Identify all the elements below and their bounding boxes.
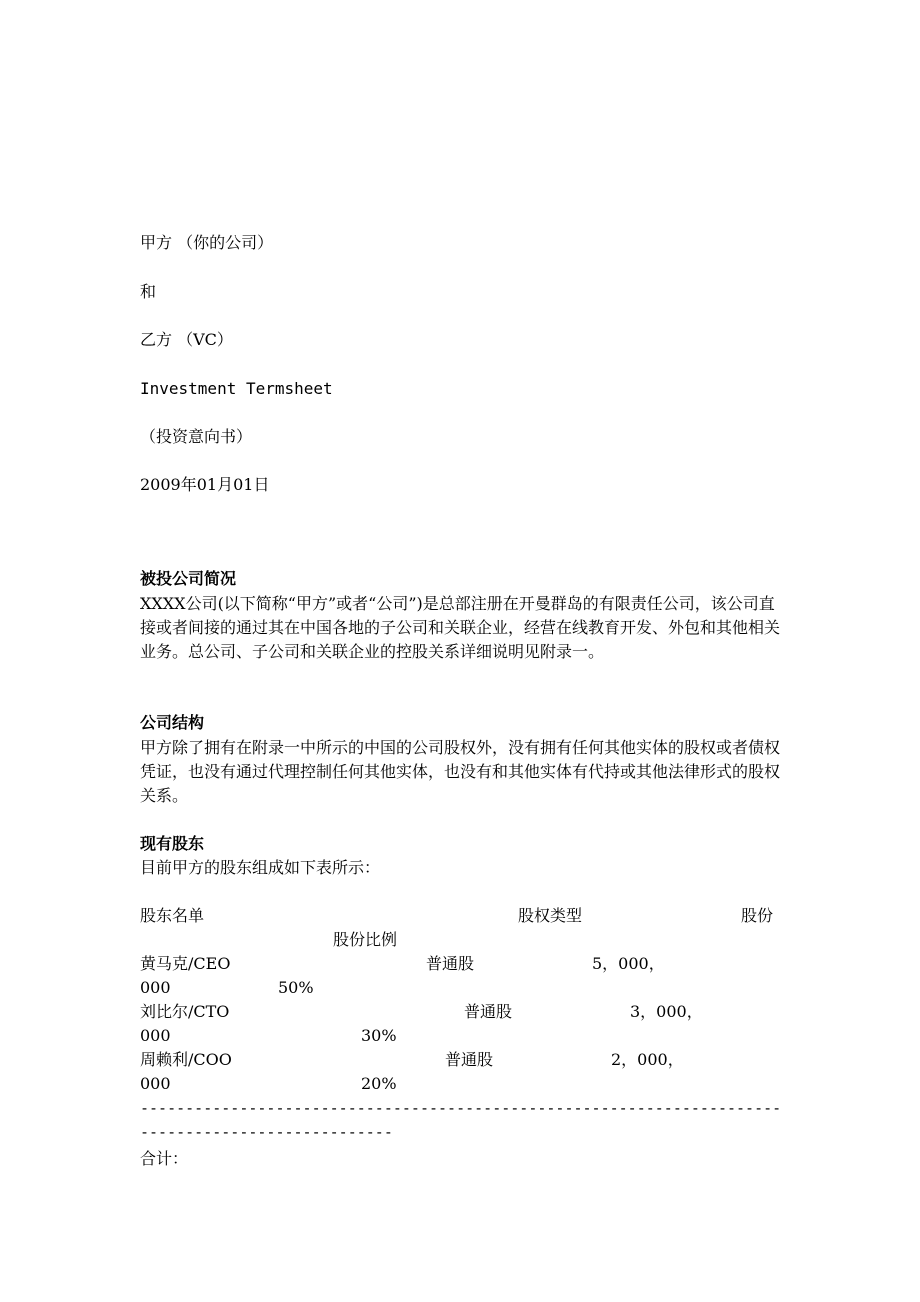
table-row-3-shares-b: 000 — [140, 1074, 171, 1093]
section-body-shareholders: 目前甲方的股东组成如下表所示： — [140, 858, 381, 877]
section-heading-company-overview: 被投公司简况 — [140, 569, 237, 588]
section-body-company-overview: XXXX公司(以下简称“甲方”或者“公司”)是总部注册在开曼群岛的有限责任公司，该公司直接或者间接的通过其在中国各地的子公司和关联企业，经营在线教育开发、外包和其他相关业务。总公司、子公司和关联企业的控股关系详细说明见附录一。 — [140, 594, 781, 661]
table-row-2-name: 刘比尔/CTO — [140, 1002, 230, 1021]
col-header-type: 股权类型 — [518, 906, 583, 925]
col-header-shares: 股份 — [741, 906, 774, 925]
table-row-2-type: 普通股 — [464, 1002, 513, 1021]
party-b: 乙方 （VC） — [140, 330, 233, 349]
table-divider-line-2: ---------------------------- — [140, 1123, 393, 1141]
title-cn: （投资意向书） — [140, 427, 253, 446]
col-header-name: 股东名单 — [140, 906, 205, 925]
table-row-1-pct: 50% — [278, 978, 314, 997]
table-row-2-pct: 30% — [361, 1026, 397, 1045]
table-row-1-shares-a: 5，000， — [592, 954, 665, 973]
table-row-2-shares-b: 000 — [140, 1026, 171, 1045]
section-heading-company-structure: 公司结构 — [140, 713, 205, 732]
party-a: 甲方 （你的公司） — [140, 233, 274, 252]
table-row-1-type: 普通股 — [426, 954, 475, 973]
table-row-3-shares-a: 2，000， — [611, 1050, 684, 1069]
section-heading-shareholders: 现有股东 — [140, 834, 205, 853]
date: 2009年01月01日 — [140, 475, 270, 494]
table-total-label: 合计： — [140, 1149, 189, 1168]
table-row-3-type: 普通股 — [445, 1050, 494, 1069]
title-en: Investment Termsheet — [140, 379, 333, 398]
section-body-company-structure: 甲方除了拥有在附录一中所示的中国的公司股权外，没有拥有任何其他实体的股权或者债权凭证，也没有通过代理控制任何其他实体，也没有和其他实体有代持或其他法律形式的股权关系。 — [140, 738, 781, 805]
table-row-2-shares-a: 3，000， — [630, 1002, 703, 1021]
table-row-3-name: 周赖利/COO — [140, 1050, 232, 1069]
table-row-3-pct: 20% — [361, 1074, 397, 1093]
col-header-percent: 股份比例 — [333, 930, 398, 949]
and-text: 和 — [140, 282, 157, 301]
table-divider-line-1: ----------------------------------------------------------------------- — [140, 1099, 782, 1117]
table-row-1-name: 黄马克/CEO — [140, 954, 231, 973]
table-row-1-shares-b: 000 — [140, 978, 171, 997]
